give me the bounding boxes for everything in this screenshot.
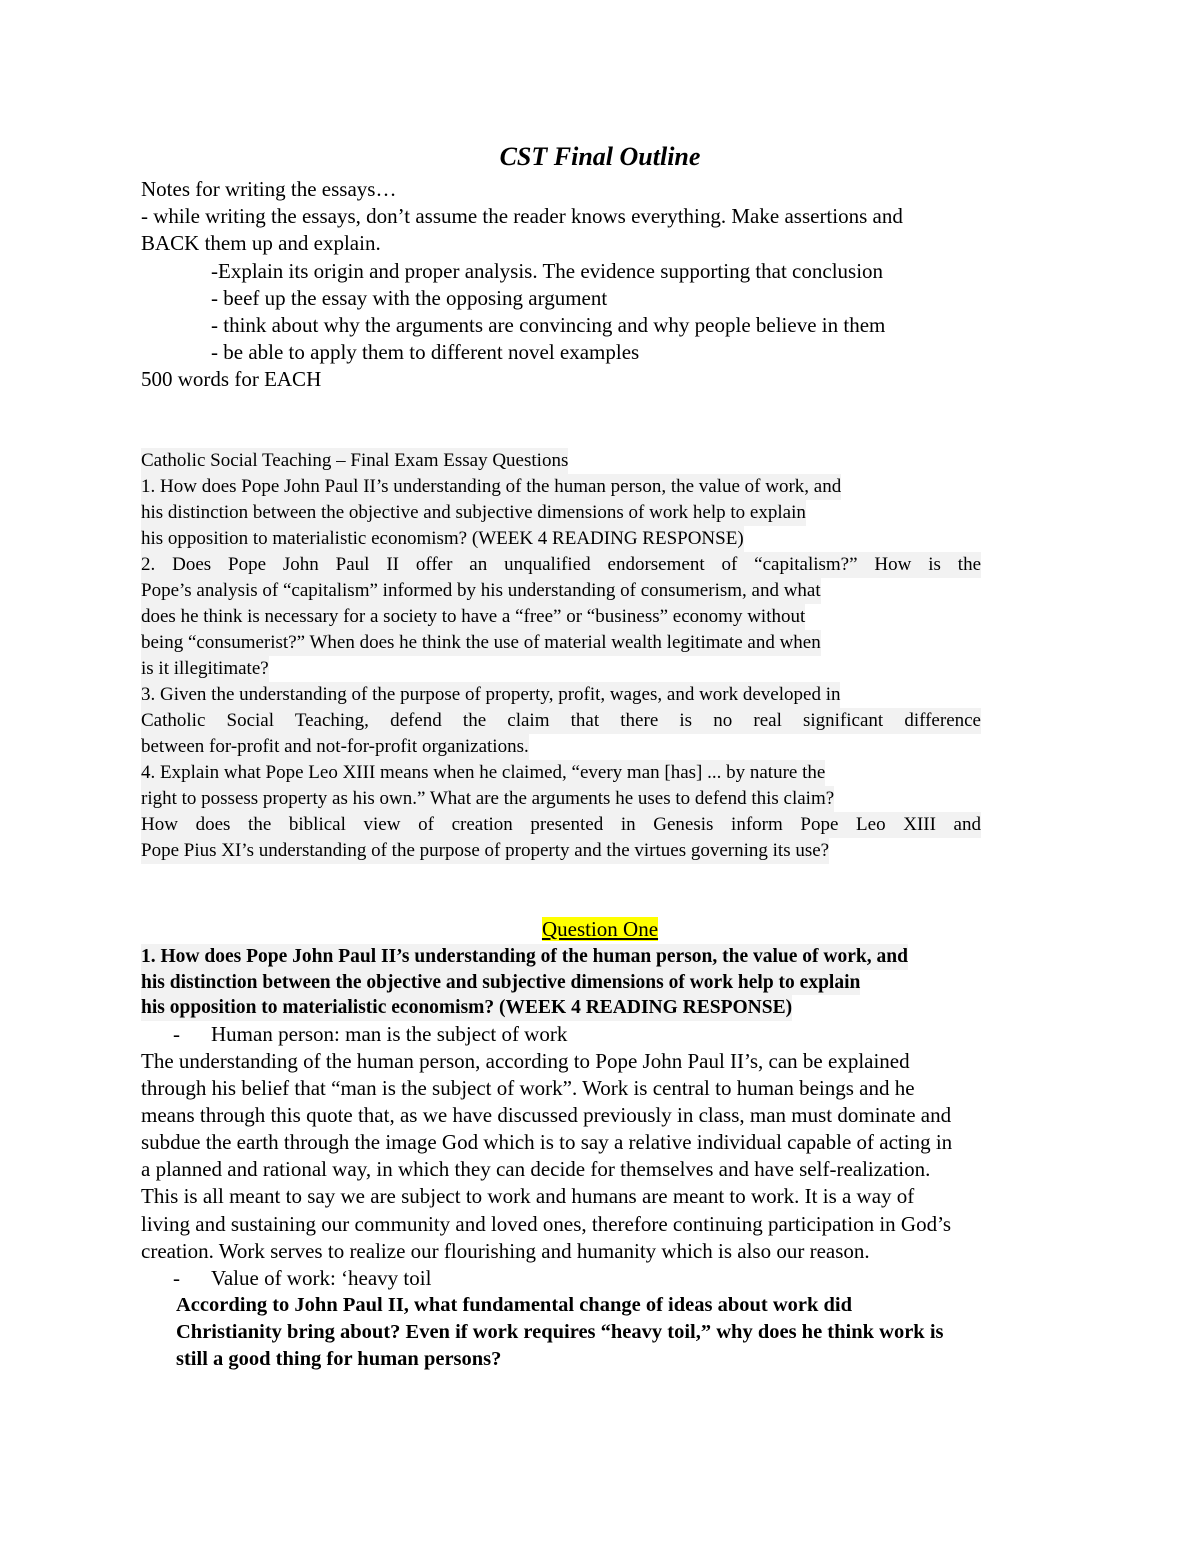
question-line: between for-profit and not-for-profit organizations. bbox=[141, 734, 529, 760]
notes-intro: Notes for writing the essays… bbox=[141, 177, 397, 201]
paragraph-line: creation. Work serves to realize our flourishing and humanity which is also our reason. bbox=[141, 1238, 870, 1263]
question-line: his distinction between the objective and subjective dimensions of work help to explain bbox=[141, 500, 806, 526]
question-line: does he think is necessary for a society to have a “free” or “business” economy without bbox=[141, 604, 805, 630]
question-one-heading bbox=[0, 915, 1200, 943]
question-line: How does the biblical view of creation presented in Genesis inform Pope Leo XIII and bbox=[141, 812, 981, 838]
question-line: Catholic Social Teaching, defend the claim that there is no real significant difference bbox=[141, 708, 981, 734]
question-line: is it illegitimate? bbox=[141, 656, 269, 682]
question-line: being “consumerist?” When does he think the use of material wealth legitimate and when bbox=[141, 630, 821, 656]
paragraph-line: This is all meant to say we are subject to work and humans are meant to work. It is a way of bbox=[141, 1184, 915, 1209]
notes-item: -Explain its origin and proper analysis. The evidence supporting that conclusion bbox=[211, 258, 884, 283]
bullet-human-person bbox=[173, 1021, 567, 1048]
question-line: 4. Explain what Pope Leo XIII means when he claimed, “every man [has] ... by nature the bbox=[141, 760, 825, 786]
answer-paragraph bbox=[141, 1048, 1053, 1265]
bullet-dash: - bbox=[173, 1266, 180, 1290]
question-line: 2. Does Pope John Paul II offer an unqualified endorsement of “capitalism?” How is the bbox=[141, 552, 981, 578]
prompt-line: his opposition to materialistic economism? (WEEK 4 READING RESPONSE) bbox=[141, 995, 792, 1021]
question-line: right to possess property as his own.” What are the arguments he uses to defend this claim? bbox=[141, 786, 834, 812]
bullet-value-of-work bbox=[173, 1265, 431, 1292]
question-line: Pope Pius XI’s understanding of the purpose of property and the virtues governing its use? bbox=[141, 838, 829, 864]
notes-item: - be able to apply them to different novel examples bbox=[211, 340, 640, 365]
question-line: Pope’s analysis of “capitalism” informed by his understanding of consumerism, and what bbox=[141, 578, 821, 604]
writing-notes bbox=[141, 176, 1041, 394]
bullet-text: Human person: man is the subject of work bbox=[211, 1022, 568, 1046]
notes-item: - beef up the essay with the opposing argument bbox=[211, 285, 608, 310]
paragraph-line: subdue the earth through the image God which is to say a relative individual capable of acting in bbox=[141, 1130, 953, 1155]
question-one-heading-text: Question One bbox=[541, 917, 659, 941]
question-one-prompt bbox=[141, 944, 1041, 1021]
notes-line: - while writing the essays, don’t assume the reader knows everything. Make assertions and bbox=[141, 204, 903, 229]
notes-line: BACK them up and explain. bbox=[141, 231, 381, 256]
word-count-note: 500 words for EACH bbox=[141, 367, 322, 392]
question-line: his opposition to materialistic economism? (WEEK 4 READING RESPONSE) bbox=[141, 526, 744, 552]
questions-heading: Catholic Social Teaching – Final Exam Essay Questions bbox=[141, 448, 568, 474]
document-title: CST Final Outline bbox=[499, 142, 701, 171]
notes-item: - think about why the arguments are convincing and why people believe in them bbox=[211, 313, 886, 338]
sub-question bbox=[176, 1292, 1066, 1373]
question-line: 1. How does Pope John Paul II’s understanding of the human person, the value of work, and bbox=[141, 474, 841, 500]
essay-questions bbox=[141, 448, 981, 864]
paragraph-line: a planned and rational way, in which they can decide for themselves and have self-realization. bbox=[141, 1157, 931, 1182]
sub-question-line: Christianity bring about? Even if work requires “heavy toil,” why does he think work is bbox=[176, 1321, 944, 1343]
prompt-line: his distinction between the objective and subjective dimensions of work help to explain bbox=[141, 970, 860, 996]
prompt-line: 1. How does Pope John Paul II’s understanding of the human person, the value of work, and bbox=[141, 944, 908, 970]
bullet-text: Value of work: ‘heavy toil bbox=[211, 1266, 432, 1290]
paragraph-line: through his belief that “man is the subject of work”. Work is central to human beings and he bbox=[141, 1076, 915, 1101]
paragraph-line: The understanding of the human person, according to Pope John Paul II’s, can be explained bbox=[141, 1049, 910, 1073]
question-line: 3. Given the understanding of the purpose of property, profit, wages, and work developed in bbox=[141, 682, 840, 708]
sub-question-line: According to John Paul II, what fundamental change of ideas about work did bbox=[176, 1294, 853, 1316]
paragraph-line: means through this quote that, as we have discussed previously in class, man must dominate and bbox=[141, 1103, 952, 1128]
sub-question-line: still a good thing for human persons? bbox=[176, 1348, 502, 1370]
bullet-dash: - bbox=[173, 1022, 180, 1046]
paragraph-line: living and sustaining our community and loved ones, therefore continuing participation in God’s bbox=[141, 1211, 952, 1236]
